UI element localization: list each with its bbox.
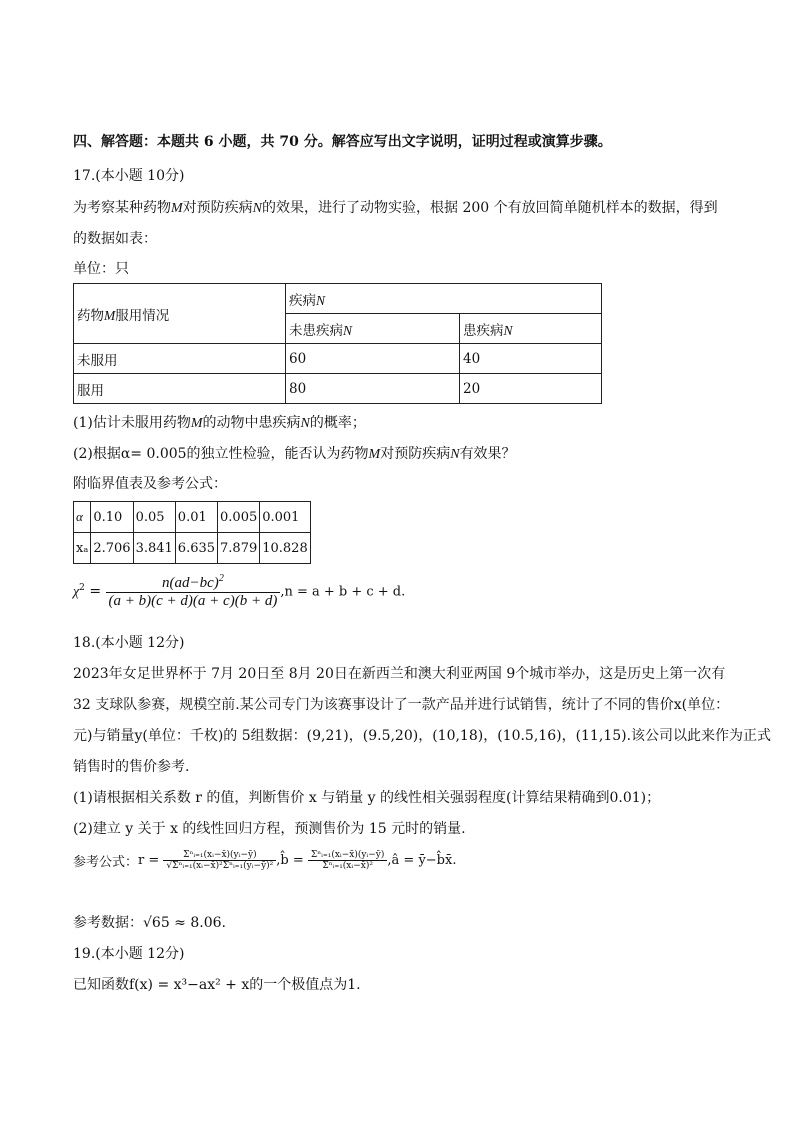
alpha-value: 0.10 bbox=[91, 502, 133, 533]
cell-value: 40 bbox=[460, 344, 602, 374]
alpha-label: α bbox=[74, 502, 91, 533]
alpha-value: 0.001 bbox=[260, 502, 311, 533]
q17-intro-line1: 为考察某种药物M对预防疾病N的效果，进行了动物实验，根据 200 个有放回简单随机样本的数据，得到 bbox=[73, 200, 718, 216]
table-corner-cell: 药物M服用情况 bbox=[74, 284, 286, 344]
q18-part1: (1)请根据相关系数 r 的值，判断售价 x 与销量 y 的线性相关强弱程度(计算结果精确到0.01)； bbox=[73, 790, 661, 806]
q18-part2: (2)建立 y 关于 x 的线性回归方程，预测售价为 15 元时的销量. bbox=[73, 821, 466, 837]
reference-data: 参考数据：√65 ≈ 8.06. bbox=[73, 915, 226, 931]
q17-unit: 单位：只 bbox=[73, 261, 129, 277]
table-no-disease-header: 未患疾病N bbox=[286, 314, 460, 344]
alpha-value: 0.005 bbox=[218, 502, 260, 533]
table-row bbox=[74, 374, 602, 404]
crit-value: 2.706 bbox=[91, 533, 133, 564]
crit-value: 6.635 bbox=[175, 533, 217, 564]
table-row bbox=[74, 344, 602, 374]
row-label: 服用 bbox=[74, 374, 286, 404]
cell-value: 60 bbox=[286, 344, 460, 374]
table-disease-header: 疾病N bbox=[286, 284, 602, 314]
q17-part2: (2)根据α= 0.005的独立性检验，能否认为药物M对预防疾病N有效果？ bbox=[73, 446, 516, 462]
cell-value: 20 bbox=[460, 374, 602, 404]
q18-header: 18.(本小题 12分) bbox=[73, 635, 185, 651]
q17-header: 17.(本小题 10分) bbox=[73, 168, 185, 184]
crit-value: 10.828 bbox=[260, 533, 311, 564]
regression-formula: 参考公式：r = $\frac{\text{Σⁿᵢ₌₁(xᵢ−x̄)(yᵢ−ȳ)}}{\text{√Σⁿᵢ₌₁(xᵢ−x̄)²Σⁿᵢ₌₁(yᵢ−ȳ)²}}$ ,b̂ = $\frac{\text{Σⁿᵢ₌₁(xᵢ−x̄)(yᵢ−ȳ)}}{\text{Σⁿᵢ₌₁(xᵢ−x̄)²}}$ ,â = ȳ−b̂x̄. bbox=[73, 850, 457, 871]
section-heading: 四、解答题：本题共 6 小题，共 70 分。解答应写出文字说明，证明过程或演算步骤。 bbox=[73, 134, 612, 150]
cell-value: 80 bbox=[286, 374, 460, 404]
row-label: 未服用 bbox=[74, 344, 286, 374]
q17-intro-line2: 的数据如表： bbox=[73, 231, 157, 247]
alpha-value: 0.01 bbox=[175, 502, 217, 533]
q18-line4: 销售时的售价参考. bbox=[73, 759, 190, 775]
table-row bbox=[74, 502, 311, 533]
alpha-value: 0.05 bbox=[133, 502, 175, 533]
q18-line3: 元)与销量y(单位：千枚)的 5组数据：(9,21)，(9.5,20)，(10,18)，(10.5,16)，(11,15).该公司以此来作为正式 bbox=[73, 728, 772, 744]
q19-header: 19.(本小题 12分) bbox=[73, 946, 185, 962]
q18-line1: 2023年女足世界杯于 7月 20日至 8月 20日在新西兰和澳大利亚两国 9个城市举办，这是历史上第一次有 bbox=[73, 666, 726, 682]
x-label: xₐ bbox=[74, 533, 91, 564]
table-has-disease-header: 患疾病N bbox=[460, 314, 602, 344]
table-row bbox=[74, 533, 311, 564]
q19-line1: 已知函数f(x) = x³−ax² + x的一个极值点为1. bbox=[73, 977, 361, 993]
critical-value-table bbox=[73, 501, 311, 564]
ref-title: 附临界值表及参考公式： bbox=[73, 476, 227, 492]
crit-value: 7.879 bbox=[218, 533, 260, 564]
contingency-table bbox=[73, 283, 602, 404]
q18-line2: 32 支球队参赛，规模空前.某公司专门为该赛事设计了一款产品并进行试销售，统计了不同的售价x(单位： bbox=[73, 697, 730, 713]
chi-square-formula: $\chi^2$ = $\frac{n(ad-bc)^2}{(a + b)(c + d)(a + c)(b + d)}$ ,n = a + b + c + d. bbox=[73, 573, 406, 609]
q17-part1: (1)估计未服用药物M的动物中患疾病N的概率； bbox=[73, 415, 366, 431]
crit-value: 3.841 bbox=[133, 533, 175, 564]
